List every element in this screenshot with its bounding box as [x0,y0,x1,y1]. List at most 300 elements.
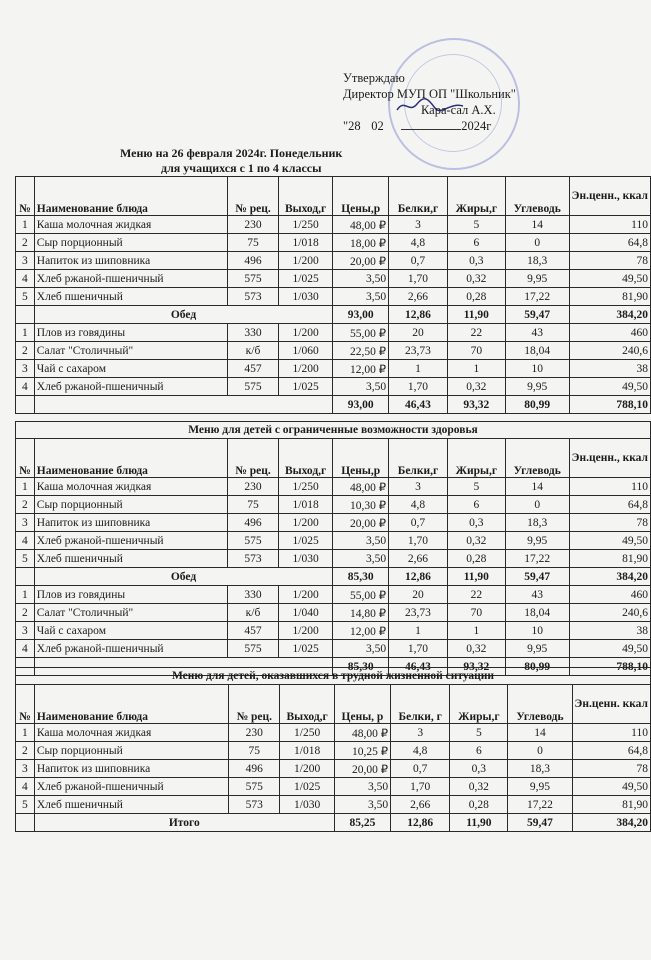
table-cell: 48,00 ₽ [333,216,389,234]
total-cell: 59,47 [505,568,569,586]
page-subtitle: для учащихся с 1 по 4 классы [161,161,322,175]
table-cell: 573 [229,796,280,814]
table-cell: 4,8 [389,496,448,514]
table-cell: 43 [505,324,569,342]
total-cell: 46,43 [389,658,448,676]
table-cell: 75 [227,496,278,514]
table-cell: 1,70 [391,778,450,796]
table-cell: 0,32 [447,532,505,550]
table-cell: 4 [16,640,35,658]
total-row [16,396,651,414]
table-cell: 1/060 [278,342,332,360]
column-header: Выход,г [280,685,334,724]
table-cell: 460 [569,586,650,604]
table-cell: 1/030 [278,288,332,306]
table-cell: Сыр порционный [34,234,227,252]
column-header: Углеводь [508,685,572,724]
table-cell: 1/250 [278,478,332,496]
table-cell: 575 [227,640,278,658]
table-cell: 9,95 [505,532,569,550]
total-spacer [16,306,35,324]
table-cell: Хлеб пшеничный [34,288,227,306]
table-cell: 48,00 ₽ [333,478,389,496]
table-cell: Хлеб пшеничный [34,796,228,814]
table-cell: Каша молочная жидкая [34,216,227,234]
table-cell: 2 [16,742,35,760]
table-cell: 5 [16,550,35,568]
table-cell: 22 [447,324,505,342]
table-cell: 0,3 [447,514,505,532]
total-cell: 12,86 [389,568,448,586]
table-cell: 70 [447,604,505,622]
total-row [16,568,651,586]
table-cell: 0 [508,742,572,760]
table-cell: 49,50 [569,378,650,396]
total-cell: 80,99 [505,396,569,414]
table-cell: к/б [227,342,278,360]
table-cell: 0,3 [450,760,508,778]
table-cell: 2 [16,496,35,514]
table-cell: 110 [569,478,650,496]
section-title: Меню для детей с ограниченные возможности здоровья [16,422,651,439]
table-cell: Напиток из шиповника [34,252,227,270]
table-cell: 18,3 [505,252,569,270]
table-cell: 3 [16,760,35,778]
column-header: Белки, г [391,685,450,724]
table-cell: 23,73 [389,342,448,360]
table-cell: 460 [569,324,650,342]
table-cell: 2 [16,342,35,360]
table-cell: 14,80 ₽ [333,604,389,622]
table-cell: 330 [227,586,278,604]
menu-table-1 [15,176,651,414]
table-cell: 78 [569,252,650,270]
table-row [16,234,651,252]
table-cell: Плов из говядины [34,586,227,604]
column-header: Белки,г [389,439,448,478]
table-cell: 55,00 ₽ [333,324,389,342]
table-cell: 38 [569,360,650,378]
table-cell: 110 [572,724,650,742]
table-cell: 230 [229,724,280,742]
page-title: Меню на 26 февраля 2024г. Понедельник [120,146,343,160]
table-cell: Хлеб ржаной-пшеничный [34,532,227,550]
table-cell: 81,90 [569,288,650,306]
table-cell: 70 [447,342,505,360]
table-cell: 1 [16,478,35,496]
table-cell: 1 [389,360,448,378]
total-spacer [16,814,35,832]
column-header: Цены,р [333,177,389,216]
table-cell: 18,3 [508,760,572,778]
table-row [16,378,651,396]
table-cell: 0,32 [447,640,505,658]
table-cell: 1/025 [278,378,332,396]
date-month: 02 [371,119,384,133]
column-header: Жиры,г [447,177,505,216]
table-cell: 9,95 [505,270,569,288]
table-cell: 0,7 [389,252,448,270]
total-cell: 788,10 [569,658,650,676]
table-cell: Напиток из шиповника [34,760,228,778]
column-header: Эн.ценн., ккал [569,177,650,216]
total-label: Обед [34,306,332,324]
table-cell: 2 [16,604,35,622]
table-cell: 1/018 [278,234,332,252]
table-cell: 4 [16,532,35,550]
table-cell: 14 [505,216,569,234]
table-row [16,360,651,378]
column-header: Наименование блюда [34,177,227,216]
table-cell: 1/025 [278,532,332,550]
table-cell: 1/030 [278,550,332,568]
table-cell: 3,50 [334,778,390,796]
table-cell: Каша молочная жидкая [34,478,227,496]
table-cell: 575 [229,778,280,796]
table-cell: Хлеб ржаной-пшеничный [34,640,227,658]
column-header: Цены, р [334,685,390,724]
table-cell: 1/200 [280,760,334,778]
column-header: Белки,г [389,177,448,216]
table-cell: 1,70 [389,378,448,396]
table-row [16,324,651,342]
approval-block [343,70,516,134]
table-cell: 1 [16,724,35,742]
menu-table-3 [15,667,651,832]
table-cell: 10,25 ₽ [334,742,390,760]
total-cell: 59,47 [505,306,569,324]
table-cell: 14 [508,724,572,742]
column-header: Жиры,г [447,439,505,478]
date-year: 2024г [461,119,492,133]
column-header: Выход,г [278,439,332,478]
table-cell: Сыр порционный [34,742,228,760]
table-cell: 1/025 [278,270,332,288]
table-header-row [16,177,651,216]
table-cell: 17,22 [508,796,572,814]
table-cell: 20,00 ₽ [333,252,389,270]
table-cell: Хлеб ржаной-пшеничный [34,270,227,288]
table-cell: 43 [505,586,569,604]
table-cell: 18,04 [505,604,569,622]
table-cell: 14 [505,478,569,496]
section-title-row [16,422,651,439]
table-row [16,778,651,796]
table-cell: 9,95 [505,378,569,396]
table-header-row [16,439,651,478]
menu-titles [120,146,342,176]
table-cell: 0 [505,234,569,252]
total-cell: 46,43 [389,396,448,414]
table-cell: 20 [389,586,448,604]
table-cell: 5 [16,288,35,306]
table-cell: Хлеб пшеничный [34,550,227,568]
table-cell: 78 [572,760,650,778]
table-cell: 49,50 [569,640,650,658]
table-cell: 1/025 [280,778,334,796]
table-row [16,640,651,658]
table-cell: 0,32 [450,778,508,796]
table-cell: 10,30 ₽ [333,496,389,514]
table-cell: 2 [16,234,35,252]
table-cell: 5 [447,216,505,234]
approval-date: "28 02 2024г [343,119,492,133]
table-cell: 1/250 [278,216,332,234]
table-cell: 6 [450,742,508,760]
table-row [16,496,651,514]
table-cell: 1/250 [280,724,334,742]
table-cell: 23,73 [389,604,448,622]
column-header: № рец. [229,685,280,724]
table-cell: 78 [569,514,650,532]
total-cell: 12,86 [391,814,450,832]
table-cell: 75 [227,234,278,252]
total-cell: 93,32 [447,396,505,414]
table-cell: 2,66 [389,550,448,568]
table-cell: 3 [389,478,448,496]
table-row [16,342,651,360]
table-cell: 6 [447,234,505,252]
section-title: Меню для детей, оказавшихся в трудной жизненной ситуации [16,668,651,685]
total-cell: 93,00 [333,306,389,324]
table-cell: 4,8 [391,742,450,760]
table-cell: 49,50 [569,270,650,288]
table-cell: 496 [227,514,278,532]
table-cell: 48,00 ₽ [334,724,390,742]
table-cell: 49,50 [572,778,650,796]
total-cell: 788,10 [569,396,650,414]
total-spacer [16,568,35,586]
total-cell: 93,32 [447,658,505,676]
table-cell: 330 [227,324,278,342]
table-cell: 240,6 [569,342,650,360]
table-cell: 6 [447,496,505,514]
table-cell: 1 [389,622,448,640]
total-cell: 85,25 [334,814,390,832]
table-cell: 0,7 [391,760,450,778]
table-row [16,288,651,306]
table-cell: 3,50 [333,378,389,396]
table-row [16,796,651,814]
table-cell: 17,22 [505,288,569,306]
table-cell: 3 [391,724,450,742]
table-cell: 38 [569,622,650,640]
total-cell: 85,30 [333,658,389,676]
total-cell: 12,86 [389,306,448,324]
table-cell: 4 [16,270,35,288]
table-row [16,742,651,760]
total-cell: 85,30 [333,568,389,586]
table-cell: 55,00 ₽ [333,586,389,604]
table-cell: 3 [16,514,35,532]
table-row [16,760,651,778]
table-cell: 20,00 ₽ [333,514,389,532]
table-cell: 20 [389,324,448,342]
table-cell: Напиток из шиповника [34,514,227,532]
column-header: Цены,р [333,439,389,478]
table-cell: 75 [229,742,280,760]
table-header-row [16,685,651,724]
table-cell: 81,90 [572,796,650,814]
table-cell: 1 [447,622,505,640]
table-cell: 1 [16,216,35,234]
table-cell: 1/018 [280,742,334,760]
table-cell: 457 [227,622,278,640]
table-cell: 1/200 [278,252,332,270]
table-row [16,270,651,288]
table-row [16,724,651,742]
table-cell: 1/040 [278,604,332,622]
column-header: Углеводь [505,177,569,216]
table-cell: 10 [505,622,569,640]
approval-line-1: Утверждаю [343,71,405,85]
table-cell: 0,3 [447,252,505,270]
table-cell: 1/200 [278,324,332,342]
column-header: Эн.ценн., ккал [569,439,650,478]
table-cell: 1/200 [278,586,332,604]
table-cell: 3,50 [333,532,389,550]
table-cell: Хлеб ржаной-пшеничный [34,778,228,796]
table-cell: 4 [16,778,35,796]
table-cell: 0,32 [447,378,505,396]
total-cell: 11,90 [450,814,508,832]
table-cell: 3 [16,252,35,270]
total-cell: 384,20 [572,814,650,832]
table-cell: к/б [227,604,278,622]
table-cell: 3,50 [334,796,390,814]
total-row [16,814,651,832]
table-cell: 230 [227,478,278,496]
table-cell: 2,66 [389,288,448,306]
table-cell: 3 [389,216,448,234]
table-cell: 0,7 [389,514,448,532]
table-row [16,514,651,532]
total-cell: 80,99 [505,658,569,676]
column-header: № [16,685,35,724]
table-cell: 9,95 [505,640,569,658]
total-cell: 11,90 [447,568,505,586]
table-cell: 49,50 [569,532,650,550]
table-row [16,216,651,234]
table-cell: 64,8 [569,496,650,514]
column-header: Жиры,г [450,685,508,724]
table-cell: 496 [227,252,278,270]
table-cell: 5 [450,724,508,742]
column-header: № рец. [227,177,278,216]
table-cell: 0,28 [450,796,508,814]
table-cell: 3 [16,622,35,640]
table-cell: 1 [16,586,35,604]
table-cell: 10 [505,360,569,378]
column-header: Наименование блюда [34,439,227,478]
table-cell: 1/025 [278,640,332,658]
table-cell: 0,32 [447,270,505,288]
total-cell: 59,47 [508,814,572,832]
table-row [16,550,651,568]
table-cell: 0,28 [447,288,505,306]
table-cell: 4 [16,378,35,396]
table-cell: 573 [227,550,278,568]
table-cell: 64,8 [572,742,650,760]
table-cell: 18,3 [505,514,569,532]
table-cell: 22,50 ₽ [333,342,389,360]
column-header: № [16,439,35,478]
total-cell: 11,90 [447,306,505,324]
column-header: Выход,г [278,177,332,216]
table-cell: 5 [447,478,505,496]
column-header: Эн.ценн. ккал [572,685,650,724]
table-cell: 496 [229,760,280,778]
table-cell: Чай с сахаром [34,622,227,640]
total-spacer [16,396,35,414]
table-cell: 20,00 ₽ [334,760,390,778]
table-cell: 0,28 [447,550,505,568]
table-cell: 64,8 [569,234,650,252]
table-cell: 12,00 ₽ [333,360,389,378]
table-cell: 3,50 [333,640,389,658]
table-cell: 3,50 [333,270,389,288]
table-cell: Чай с сахаром [34,360,227,378]
table-cell: 1/030 [280,796,334,814]
table-cell: 18,00 ₽ [333,234,389,252]
table-row [16,478,651,496]
table-cell: 2,66 [391,796,450,814]
menu-table-2 [15,421,651,676]
total-cell: 93,00 [333,396,389,414]
approval-line-3: Кара-сал А.Х. [421,103,496,117]
total-cell: 384,20 [569,306,650,324]
date-day: 28 [348,119,361,133]
table-cell: 230 [227,216,278,234]
approval-line-2: Директор МУП ОП "Школьник" [343,87,516,101]
total-label: Итого [34,814,334,832]
table-cell: 18,04 [505,342,569,360]
column-header: № [16,177,35,216]
table-cell: 575 [227,532,278,550]
table-cell: 22 [447,586,505,604]
table-cell: 1,70 [389,640,448,658]
total-label [34,396,332,414]
total-cell: 384,20 [569,568,650,586]
table-cell: Салат "Столичный" [34,342,227,360]
table-cell: 1 [447,360,505,378]
table-cell: 81,90 [569,550,650,568]
table-row [16,604,651,622]
table-row [16,586,651,604]
table-cell: 575 [227,270,278,288]
table-row [16,532,651,550]
table-cell: 3,50 [333,550,389,568]
table-cell: 575 [227,378,278,396]
table-cell: 0 [505,496,569,514]
table-cell: Хлеб ржаной-пшеничный [34,378,227,396]
table-cell: 1/200 [278,514,332,532]
column-header: Наименование блюда [34,685,228,724]
table-cell: 457 [227,360,278,378]
table-cell: Каша молочная жидкая [34,724,228,742]
column-header: № рец. [227,439,278,478]
table-cell: Салат "Столичный" [34,604,227,622]
table-cell: 3 [16,360,35,378]
table-row [16,622,651,640]
table-cell: 240,6 [569,604,650,622]
table-cell: 1,70 [389,270,448,288]
table-cell: 110 [569,216,650,234]
table-cell: 573 [227,288,278,306]
table-cell: 1/018 [278,496,332,514]
total-label: Обед [34,568,332,586]
table-cell: Плов из говядины [34,324,227,342]
